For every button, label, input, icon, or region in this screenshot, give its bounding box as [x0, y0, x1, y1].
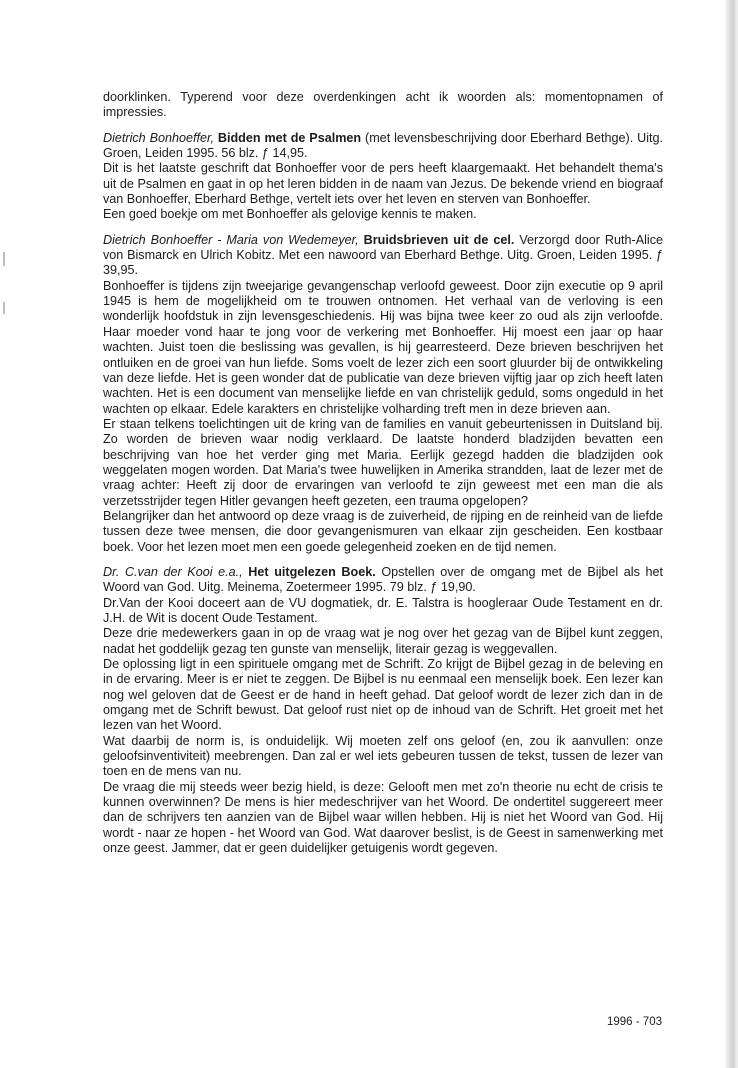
entry-paragraph: Dit is het laatste geschrift dat Bonhoeffer voor de pers heeft klaargemaakt. Het behandelt thema's uit de Psalmen en gaat in op het leren bidden in de naam van Jezus. De bekende vriend en biograaf van Bonhoeffer, Eberhard Bethge, vertelt iets over het leven en sterven van Bonhoeffer. [103, 161, 663, 207]
review-entry-bidden [103, 131, 663, 223]
entry-paragraph: Een goed boekje om met Bonhoeffer als gelovige kennis te maken. [103, 207, 477, 222]
entry-title: Bidden met de Psalmen [217, 130, 362, 145]
intro-paragraph: doorklinken. Typerend voor deze overdenkingen acht ik woorden als: momentopnamen of impressies. [103, 90, 663, 120]
entry-paragraph: De vraag die mij steeds weer bezig hield, is deze: Gelooft men met zo'n theorie nu echt de crisis te kunnen overwinnen? De mens is hier medeschrijver van het Woord. De ondertitel suggereert meer dan de schrijvers ten aanzien van de Bijbel waar willen hebben. Hij is niet het Woord van God. Hij wordt - naar ze hopen - het Woord van God. Wat daarover beslist, is de Geest in samenwerking met onze geest. Jammer, dat er geen duidelijker getuigenis wordt gegeven. [103, 779, 663, 856]
page-number: 1996 - 703 [607, 1016, 662, 1028]
entry-paragraph: De oplossing ligt in een spirituele omgang met de Schrift. Zo krijgt de Bijbel gezag in de beleving en in de ervaring. Meer is er niet te zeggen. De Bijbel is nu eenmaal een menselijk boek. Een lezer kan nog wel geloven dat de Geest er de hand in heeft gehad. Dat geloof wordt de lezer zich dan in de omgang met de Schrift bewust. Dat geloof rust niet op de inhoud van de Schrift. Het groeit met het lezen van het Woord. [103, 657, 663, 733]
entry-paragraph: Deze drie medewerkers gaan in op de vraag wat je nog over het gezag van de Bijbel kunt zeggen, nadat het goddelijk gezag ten gunste van menselijk, literair gezag is weggevallen. [103, 626, 663, 656]
scan-margin-mark [3, 302, 5, 314]
entry-citation: Verzorgd door Ruth-Alice von Bismarck en Ulrich Kobitz. Met een nawoord van Eberhard Bethge. Uitg. Groen, Leiden 1995. ƒ 39,95. [103, 232, 664, 278]
entry-paragraph: Dr.Van der Kooi doceert aan de VU dogmatiek, dr. E. Talstra is hoogleraar Oude Testament en dr. J.H. de Wit is docent Oude Testament. [103, 595, 663, 625]
entry-paragraph: Wat daarbij de norm is, is onduidelijk. Wij moeten zelf ons geloof (en, zou ik aanvullen: onze geloofsinventiviteit) meebrengen. Dan zal er wel iets gebeuren tussen de tekst, tussen de lezer van toen en de mens van nu. [103, 733, 663, 779]
entry-title: Bruidsbrieven uit de cel. [363, 232, 515, 247]
entry-citation: (met levensbeschrijving door Eberhard Bethge). Uitg. Groen, Leiden 1995. 56 blz. ƒ 14,95. [103, 130, 664, 161]
entry-author: Dietrich Bonhoeffer - Maria von Wedemeyer, [103, 232, 359, 247]
page-edge-shadow [724, 0, 738, 1068]
review-entry-bruidsbrieven [103, 233, 663, 555]
entry-citation: Opstellen over de omgang met de Bijbel als het Woord van God. Uitg. Meinema, Zoetermeer 1995. 79 blz. ƒ 19,90. [103, 564, 664, 595]
entry-author: Dietrich Bonhoeffer, [103, 130, 214, 145]
entry-heading [103, 131, 663, 162]
entry-heading [103, 233, 663, 279]
scan-margin-mark [3, 252, 5, 266]
text-column [103, 90, 663, 857]
entry-paragraph: Bonhoeffer is tijdens zijn tweejarige gevangenschap verloofd geweest. Door zijn executie op 9 april 1945 is hem de mogelijkheid om te trouwen ontnomen. Het verhaal van de verloving is een wonderlijk hoofdstuk in zijn levensgeschiedenis. Hij was bijna twee keer zo oud als zijn verloofde. Haar moeder vond haar te jong voor de verkering met Bonhoeffer. Hij moest een jaar op haar wachten. Juist toen die beslissing was gevallen, is hij gearresteerd. Deze brieven beschrijven het ontluiken en de groei van hun liefde. Soms voelt de lezer zich een soort gluurder bij de ontwikkeling van deze liefde. Het is geen wonder dat de publicatie van deze brieven vijftig jaar op zich heeft laten wachten. Het is een document van menselijke liefde en van christelijk geduld, soms ongeduld in het wachten op elkaar. Edele karakters en christelijke volharding treft men in deze brieven aan. [103, 278, 663, 416]
entry-author: Dr. C.van der Kooi e.a., [103, 564, 243, 579]
entry-title: Het uitgelezen Boek. [248, 564, 376, 579]
entry-paragraph: Er staan telkens toelichtingen uit de kring van de families en vanuit gebeurtenissen in Duitsland bij. Zo worden de brieven waar nodig verklaard. De laatste honderd bladzijden bevatten een beschrijving van hoe het verder ging met Maria. Eerlijk gezegd hadden die bladzijden ook weggelaten mogen worden. Dat Maria's twee huwelijken in Amerika strandden, laat de lezer met de vraag achter: Heeft zij door de ervaringen van verloofd te zijn geweest met een man die als verzetsstrijder tegen Hitler gevangen heeft gezeten, een trauma opgelopen? [103, 416, 663, 508]
entry-paragraph: Belangrijker dan het antwoord op deze vraag is de zuiverheid, de rijping en de reinheid van de liefde tussen deze twee mensen, die door gevangenismuren van elkaar zijn gescheiden. Een kostbaar boek. Voor het lezen moet men een goede gelegenheid zoeken en de tijd nemen. [103, 508, 663, 554]
review-entry-uitgelezen-boek [103, 565, 663, 857]
entry-heading [103, 565, 663, 596]
